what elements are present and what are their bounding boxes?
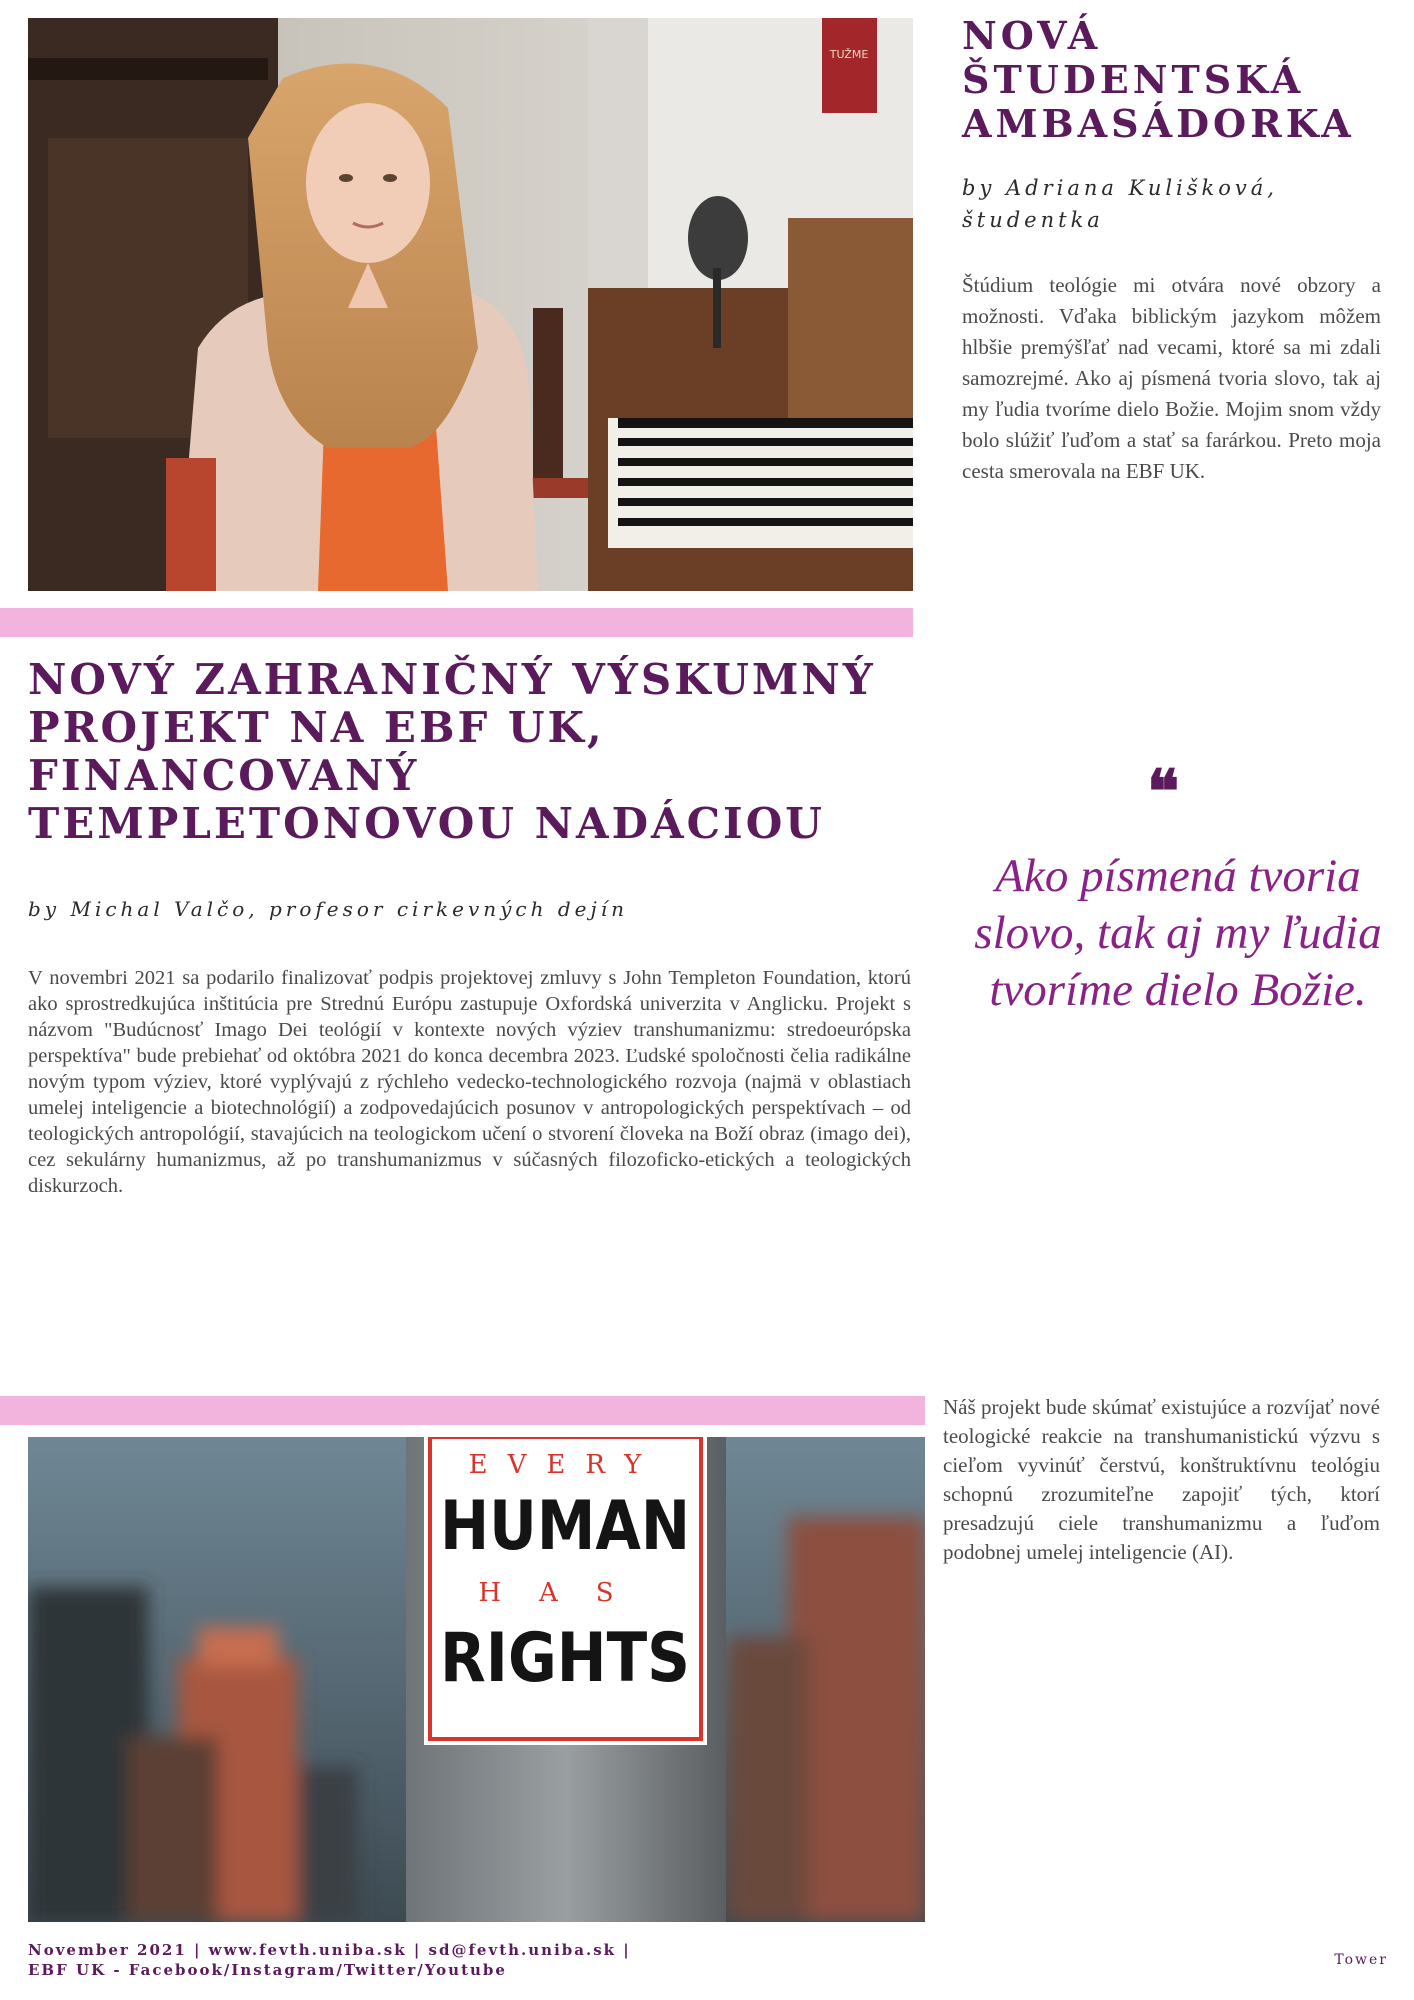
footer-line-1: November 2021 | www.fevth.uniba.sk | sd@fevth.uniba.sk | bbox=[28, 1941, 631, 1959]
sticker-has: HAS bbox=[478, 1578, 652, 1608]
pull-quote: Ako písmená tvoria slovo, tak aj my ľudia tvoríme dielo Božie. bbox=[974, 850, 1382, 1016]
human-rights-sticker-photo bbox=[28, 1437, 925, 1922]
footer-line-2: EBF UK - Facebook/Instagram/Twitter/Youtube bbox=[28, 1961, 507, 1979]
article2-continuation: Náš projekt bude skúmať existujúce a rozvíjať nové teologické reakcie na transhumanistickú výzvu s cieľom vyvinúť čerstvú, konštruktívnu teológiu schopnú zrozumiteľne zapojiť tých, ktorí presadzujú ciele transhumanizmu a ľuďom podobnej umelej inteligencie (AI). bbox=[943, 1395, 1380, 1564]
student-ambassador-photo bbox=[28, 18, 913, 591]
article2-title: NOVÝ ZAHRANIČNÝ VÝSKUMNÝ PROJEKT NA EBF UK, FINANCOVANÝ TEMPLETONOVOU NADÁCIOU bbox=[28, 655, 876, 848]
footer-right: Tower bbox=[1334, 1952, 1388, 1968]
quote-mark-icon: ❝ bbox=[1147, 759, 1180, 825]
article1-byline: by Adriana Kulišková, študentka bbox=[962, 176, 1278, 232]
sticker-human: HUMAN bbox=[440, 1487, 690, 1566]
photo-sign-text: TUŽME bbox=[829, 48, 869, 61]
article2-byline: by Michal Valčo, profesor cirkevných dejín bbox=[28, 897, 628, 921]
sticker-every: EVERY bbox=[468, 1450, 662, 1480]
section-divider-bar-2 bbox=[0, 1396, 925, 1425]
sticker-rights: RIGHTS bbox=[440, 1619, 690, 1698]
article2-body: V novembri 2021 sa podarilo finalizovať podpis projektovej zmluvy s John Templeton Foundation, ktorú ako sprostredkujúca inštitúcia pre Strednú Európu zastupuje Oxfordská univerzita v Anglicku. Projekt s názvom "Budúcnosť Imago Dei teológií v kontexte nových výziev transhumanizmu: stredoeurópska perspektíva" bude prebiehať od októbra 2021 do konca decembra 2023. Ľudské spoločnosti čelia radikálne novým typom výziev, ktoré vyplývajú z rýchleho vedecko-technologického rozvoja (najmä v oblastiach umelej inteligencie a biotechnológií) a zodpovedajúcich posunov v antropologických perspektívach – od teologických antropológií, stavajúcich na teologickom učení o stvorení človeka na Boží obraz (imago dei), cez sekulárny humanizmus, až po transhumanizmus v súčasných filozoficko-etických a teologických diskurzoch. bbox=[28, 967, 911, 1197]
section-divider-bar bbox=[0, 608, 913, 637]
article1-title: NOVÁ ŠTUDENTSKÁ AMBASÁDORKA bbox=[962, 13, 1355, 146]
article1-body: Štúdium teológie mi otvára nové obzory a možnosti. Vďaka biblickým jazykom môžem hlbšie premýšľať nad vecami, ktoré sa mi zdali samozrejmé. Ako aj písmená tvoria slovo, tak aj my ľudia tvoríme dielo Božie. Mojim snom vždy bolo slúžiť ľuďom a stať sa farárkou. Preto moja cesta smerovala na EBF UK. bbox=[962, 273, 1381, 483]
